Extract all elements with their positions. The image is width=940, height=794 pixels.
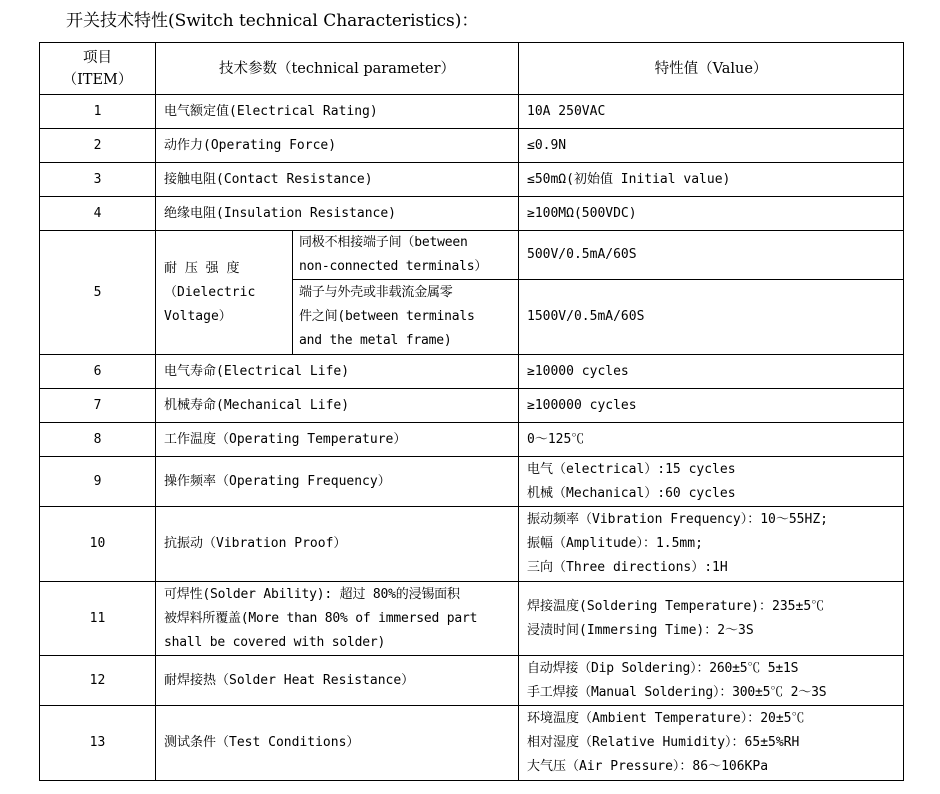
row-number: 9 [40,457,156,507]
header-item [40,43,156,95]
row-value-line: 机械（Mechanical）:60 cycles [527,485,736,501]
row-param: 工作温度（Operating Temperature） [156,423,519,457]
row-value: 10A 250VAC [519,95,904,129]
row-value: 500V/0.5mA/60S [519,231,904,280]
row-param-line: 耐 压 强 度 [164,260,240,276]
row-param: 绝缘电阻(Insulation Resistance) [156,197,519,231]
header-param: 技术参数（technical parameter） [156,43,519,95]
row-subparam-line: 同极不相接端子间（between [299,235,468,250]
row-value [519,656,904,706]
row-param: 机械寿命(Mechanical Life) [156,389,519,423]
row-value: ≤0.9N [519,129,904,163]
row-param-group [156,231,293,355]
row-value-line: 相对湿度（Relative Humidity）：65±5%RH [527,735,800,750]
row-param: 电气额定值(Electrical Rating) [156,95,519,129]
row-subparam-line: 件之间(between terminals [299,309,475,324]
row-param-line: Voltage） [164,308,232,324]
row-value [519,507,904,582]
row-value-line: 大气压（Air Pressure）：86～106KPa [527,759,769,774]
row-value-line: 浸渍时间(Immersing Time)：2～3S [527,622,754,638]
row-number: 1 [40,95,156,129]
table-row [40,706,904,781]
row-param: 动作力(Operating Force) [156,129,519,163]
row-subparam [293,280,519,355]
header-value: 特性值（Value） [519,43,904,95]
row-param: 接触电阻(Contact Resistance) [156,163,519,197]
row-value: ≤50mΩ(初始值 Initial value) [519,163,904,197]
row-param: 抗振动（Vibration Proof） [156,507,519,582]
row-value: 1500V/0.5mA/60S [519,280,904,355]
row-value-line: 振幅（Amplitude）：1.5mm; [527,536,703,551]
row-param-line: shall be covered with solder) [164,634,386,650]
table-header-row [40,43,904,95]
row-param-line: 可焊性(Solder Ability): 超过 80%的浸锡面积 [164,586,460,602]
row-value [519,582,904,656]
table-row [40,95,904,129]
table-row [40,163,904,197]
row-value: ≥100000 cycles [519,389,904,423]
row-number: 13 [40,706,156,781]
row-value: ≥100MΩ(500VDC) [519,197,904,231]
row-subparam-line: non-connected terminals） [299,259,488,274]
table-row [40,457,904,507]
row-param-line: 被焊料所覆盖(More than 80% of immersed part [164,610,478,626]
row-value-line: 三向（Three directions）:1H [527,560,728,575]
row-param: 测试条件（Test Conditions） [156,706,519,781]
row-value: ≥10000 cycles [519,355,904,389]
row-value-line: 手工焊接（Manual Soldering）：300±5℃ 2～3S [527,684,827,700]
row-value-line: 电气（electrical）:15 cycles [527,461,736,477]
row-param-line: （Dielectric [164,284,256,300]
row-param: 电气寿命(Electrical Life) [156,355,519,389]
table-row [40,197,904,231]
row-subparam-line: and the metal frame) [299,333,452,348]
table-row [40,355,904,389]
row-number: 8 [40,423,156,457]
table-row [40,389,904,423]
row-param: 耐焊接热（Solder Heat Resistance） [156,656,519,706]
header-item-line2: （ITEM） [62,71,133,88]
table-row [40,231,904,280]
row-value-line: 环境温度（Ambient Temperature）：20±5℃ [527,711,805,726]
page-title: 开关技术特性(Switch technical Characteristics)： [66,11,479,31]
row-number: 3 [40,163,156,197]
spec-table [39,42,904,781]
row-param: 操作频率（Operating Frequency） [156,457,519,507]
row-number: 7 [40,389,156,423]
row-value [519,706,904,781]
row-value: 0～125℃ [519,423,904,457]
row-number: 6 [40,355,156,389]
row-number: 12 [40,656,156,706]
row-number: 2 [40,129,156,163]
row-param [156,582,519,656]
row-number: 11 [40,582,156,656]
row-subparam [293,231,519,280]
row-value-line: 自动焊接（Dip Soldering）：260±5℃ 5±1S [527,660,799,676]
table-row [40,423,904,457]
row-value-line: 焊接温度(Soldering Temperature)：235±5℃ [527,598,825,614]
row-number: 5 [40,231,156,355]
row-number: 10 [40,507,156,582]
table-row [40,582,904,656]
table-row [40,507,904,582]
table-row [40,129,904,163]
header-item-line1: 项目 [83,49,112,66]
row-value [519,457,904,507]
table-row [40,656,904,706]
row-number: 4 [40,197,156,231]
row-subparam-line: 端子与外壳或非载流金属零 [299,285,453,300]
row-value-line: 振动频率（Vibration Frequency）：10～55HZ; [527,512,828,527]
